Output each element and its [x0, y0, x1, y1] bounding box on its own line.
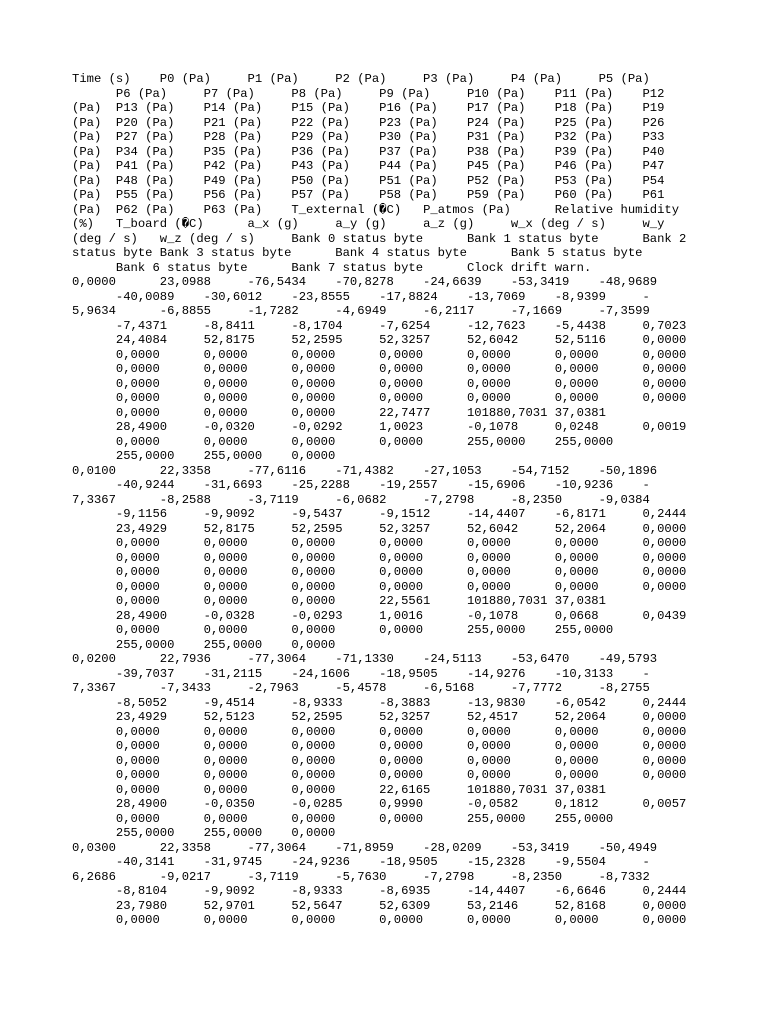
text-line: (Pa) P48 (Pa) P49 (Pa) P50 (Pa) P51 (Pa) P52 (Pa) P53 (Pa) P54 [72, 173, 665, 188]
text-line: Time (s) P0 (Pa) P1 (Pa) P2 (Pa) P3 (Pa) P4 (Pa) P5 (Pa) [72, 72, 650, 86]
text-line: 23,4929 52,8175 52,2595 52,3257 52,6042 52,2064 0,0000 [72, 521, 687, 536]
text-line: 0,0000 0,0000 0,0000 0,0000 0,0000 0,0000 0,0000 [72, 913, 687, 927]
text-line: 6,2686 -9,0217 -3,7119 -5,7630 -7,2798 -8,2350 -8,7332 [72, 869, 650, 884]
text-line: -40,3141 -31,9745 -24,9236 -18,9505 -15,2328 -9,5504 - [72, 855, 650, 869]
text-line: 0,0000 0,0000 0,0000 0,0000 0,0000 0,0000 0,0000 [72, 362, 687, 376]
text-line: 0,0000 0,0000 0,0000 0,0000 255,0000 255,0000 [72, 811, 614, 826]
text-line: 0,0000 23,0988 -76,5434 -70,8278 -24,6639 -53,3419 -48,9689 [72, 275, 658, 289]
text-line: 0,0000 0,0000 0,0000 22,7477 101880,7031 37,0381 [72, 405, 606, 420]
text-line: 23,4929 52,5123 52,2595 52,3257 52,4517 52,2064 0,0000 [72, 710, 687, 724]
text-line: -39,7037 -31,2115 -24,1606 -18,9505 -14,9276 -10,3133 - [72, 666, 650, 681]
text-line: 0,0000 0,0000 0,0000 0,0000 0,0000 0,0000 0,0000 [72, 347, 687, 362]
text-line: (Pa) P20 (Pa) P21 (Pa) P22 (Pa) P23 (Pa) P24 (Pa) P25 (Pa) P26 [72, 115, 665, 130]
text-line: (deg / s) w_z (deg / s) Bank 0 status byte Bank 1 status byte Bank 2 [72, 231, 687, 246]
text-line: 0,0000 0,0000 0,0000 0,0000 255,0000 255,0000 [72, 623, 614, 637]
text-line: 28,4900 -0,0328 -0,0293 1,0016 -0,1078 0,0668 0,0439 [72, 608, 687, 623]
text-line: 23,7980 52,9701 52,5647 52,6309 53,2146 52,8168 0,0000 [72, 898, 687, 913]
text-line: 255,0000 255,0000 0,0000 [72, 826, 336, 840]
text-line: 28,4900 -0,0350 -0,0285 0,9990 -0,0582 0,1812 0,0057 [72, 797, 687, 811]
text-line: P6 (Pa) P7 (Pa) P8 (Pa) P9 (Pa) P10 (Pa) P11 (Pa) P12 [72, 86, 665, 101]
text-line: (Pa) P55 (Pa) P56 (Pa) P57 (Pa) P58 (Pa) P59 (Pa) P60 (Pa) P61 [72, 188, 665, 202]
text-line: status byte Bank 3 status byte Bank 4 status byte Bank 5 status byte [72, 246, 643, 260]
text-line: (%) T_board (�C) a_x (g) a_y (g) a_z (g) w_x (deg / s) w_y [72, 217, 665, 231]
text-line: -40,9244 -31,6693 -25,2288 -19,2557 -15,6906 -10,9236 - [72, 478, 650, 492]
text-line: 0,0100 22,3358 -77,6116 -71,4382 -27,1053 -54,7152 -50,1896 [72, 463, 658, 478]
text-line: 255,0000 255,0000 0,0000 [72, 449, 336, 463]
text-line: -7,4371 -8,8411 -8,1704 -7,6254 -12,7623 -5,4438 0,7023 [72, 318, 687, 333]
document-page [72, 72, 712, 952]
text-line: 0,0000 0,0000 0,0000 0,0000 0,0000 0,0000 0,0000 [72, 739, 687, 753]
text-line: -40,0089 -30,6012 -23,8555 -17,8824 -13,7069 -8,9399 - [72, 289, 650, 304]
text-line: -8,8104 -9,9092 -8,9333 -8,6935 -14,4407 -6,6646 0,2444 [72, 884, 687, 898]
text-line: (Pa) P41 (Pa) P42 (Pa) P43 (Pa) P44 (Pa) P45 (Pa) P46 (Pa) P47 [72, 159, 665, 173]
text-line: 0,0000 0,0000 0,0000 0,0000 0,0000 0,0000 0,0000 [72, 724, 687, 739]
text-line: 5,9634 -6,8855 -1,7282 -4,6949 -6,2117 -7,1669 -7,3599 [72, 304, 650, 318]
text-line: 28,4900 -0,0320 -0,0292 1,0023 -0,1078 0,0248 0,0019 [72, 420, 687, 434]
text-line: 0,0000 0,0000 0,0000 0,0000 0,0000 0,0000 0,0000 [72, 579, 687, 594]
text-line: (Pa) P27 (Pa) P28 (Pa) P29 (Pa) P30 (Pa) P31 (Pa) P32 (Pa) P33 [72, 130, 665, 144]
text-line: -9,1156 -9,9092 -9,5437 -9,1512 -14,4407 -6,8171 0,2444 [72, 507, 687, 521]
text-line: (Pa) P13 (Pa) P14 (Pa) P15 (Pa) P16 (Pa) P17 (Pa) P18 (Pa) P19 [72, 101, 665, 115]
text-line: 0,0000 0,0000 0,0000 0,0000 0,0000 0,0000 0,0000 [72, 536, 687, 550]
text-line: 0,0000 0,0000 0,0000 0,0000 255,0000 255,0000 [72, 434, 614, 449]
text-line: -8,5052 -9,4514 -8,9333 -8,3883 -13,9830 -6,0542 0,2444 [72, 695, 687, 710]
text-line: 7,3367 -8,2588 -3,7119 -6,0682 -7,2798 -8,2350 -9,0384 [72, 492, 650, 507]
text-line: 0,0300 22,3358 -77,3064 -71,8959 -28,0209 -53,3419 -50,4949 [72, 840, 658, 855]
text-line: 0,0000 0,0000 0,0000 0,0000 0,0000 0,0000 0,0000 [72, 753, 687, 768]
text-line: 0,0000 0,0000 0,0000 0,0000 0,0000 0,0000 0,0000 [72, 376, 687, 391]
text-line: (Pa) P62 (Pa) P63 (Pa) T_external (�C) P_atmos (Pa) Relative humidity [72, 202, 680, 217]
text-line: 0,0200 22,7936 -77,3064 -71,1330 -24,5113 -53,6470 -49,5793 [72, 652, 658, 666]
text-line: 24,4084 52,8175 52,2595 52,3257 52,6042 52,5116 0,0000 [72, 333, 687, 347]
text-line: 255,0000 255,0000 0,0000 [72, 637, 336, 652]
text-line: (Pa) P34 (Pa) P35 (Pa) P36 (Pa) P37 (Pa) P38 (Pa) P39 (Pa) P40 [72, 144, 665, 159]
data-text-block [72, 72, 712, 928]
text-line: 0,0000 0,0000 0,0000 0,0000 0,0000 0,0000 0,0000 [72, 565, 687, 579]
text-line: 0,0000 0,0000 0,0000 0,0000 0,0000 0,0000 0,0000 [72, 768, 687, 782]
text-line: 0,0000 0,0000 0,0000 0,0000 0,0000 0,0000 0,0000 [72, 550, 687, 565]
text-line: Bank 6 status byte Bank 7 status byte Clock drift warn. [72, 260, 592, 275]
text-line: 0,0000 0,0000 0,0000 22,5561 101880,7031 37,0381 [72, 594, 606, 608]
text-line: 0,0000 0,0000 0,0000 0,0000 0,0000 0,0000 0,0000 [72, 391, 687, 405]
text-line: 7,3367 -7,3433 -2,7963 -5,4578 -6,5168 -7,7772 -8,2755 [72, 681, 650, 695]
text-line: 0,0000 0,0000 0,0000 22,6165 101880,7031 37,0381 [72, 782, 606, 797]
